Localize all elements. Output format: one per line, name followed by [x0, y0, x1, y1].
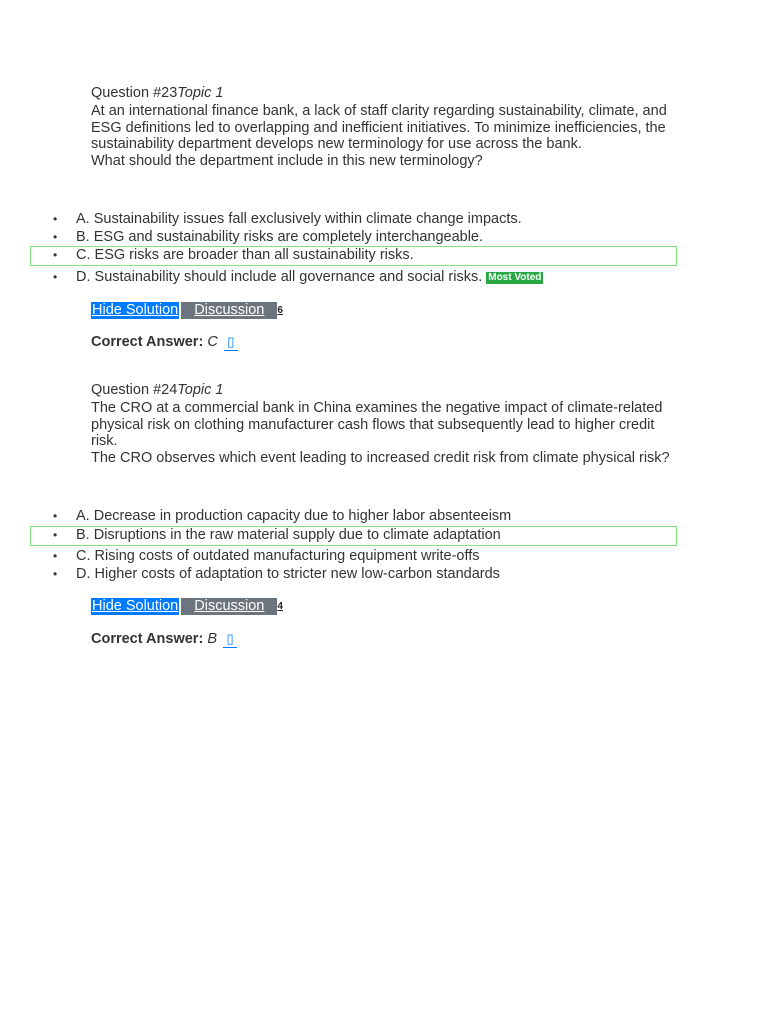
choice-text: A. Decrease in production capacity due to higher labor absenteeism [76, 508, 512, 524]
choice-c[interactable] [30, 246, 677, 266]
question-header [91, 382, 223, 399]
bullet-icon: • [53, 230, 58, 244]
choice-text: A. Sustainability issues fall exclusively within climate change impacts. [76, 211, 522, 227]
correct-answer [91, 630, 237, 648]
question-number: Question #24 [91, 382, 178, 398]
question-text: The CRO at a commercial bank in China examines the negative impact of climate-related physical risk on clothing manufacturer cash flows that subsequently lead to higher credit risk. [91, 400, 663, 450]
choice-a[interactable] [30, 507, 677, 527]
choice-b[interactable] [30, 228, 677, 248]
choice-text: B. Disruptions in the raw material supply due to climate adaptation [76, 527, 501, 543]
bullet-icon: • [53, 212, 58, 226]
question-body [91, 400, 681, 466]
choice-text: D. Higher costs of adaptation to stricter new low-carbon standards [76, 566, 500, 582]
choice-text: D. Sustainability should include all governance and social risks. [76, 269, 483, 285]
choice-text: C. ESG risks are broader than all sustainability risks. [76, 247, 414, 263]
bullet-icon: • [53, 528, 58, 542]
question-topic: Topic 1 [177, 85, 224, 101]
reveal-icon[interactable]: ▯ [224, 334, 238, 351]
bullet-icon: • [53, 248, 58, 262]
question-header [91, 85, 223, 102]
question-prompt: The CRO observes which event leading to increased credit risk from climate physical risk? [91, 449, 670, 466]
bullet-icon: • [53, 567, 58, 581]
choice-a[interactable] [30, 210, 677, 230]
discussion-button[interactable]: Discussion [181, 302, 277, 319]
most-voted-badge: Most Voted [488, 272, 542, 283]
correct-answer [91, 333, 238, 351]
hide-solution-button[interactable]: Hide Solution [92, 302, 179, 318]
correct-answer-value: B [207, 631, 217, 647]
choice-text: C. Rising costs of outdated manufacturing equipment write-offs [76, 548, 480, 564]
question-topic: Topic 1 [177, 382, 224, 398]
choice-b[interactable] [30, 526, 677, 546]
choice-d[interactable] [30, 565, 677, 585]
hide-solution-button[interactable]: Hide Solution [92, 598, 179, 614]
question-body [91, 103, 681, 169]
solution-buttons [91, 302, 283, 320]
discussion-count[interactable]: 4 [277, 601, 283, 612]
question-number: Question #23 [91, 85, 178, 101]
reveal-icon[interactable]: ▯ [223, 631, 237, 648]
choice-text-wrap [76, 268, 543, 286]
correct-answer-label: Correct Answer: [91, 631, 204, 647]
question-prompt: What should the department include in this new terminology? [91, 152, 483, 169]
choice-c[interactable] [30, 547, 677, 567]
bullet-icon: • [53, 549, 58, 563]
solution-buttons [91, 598, 283, 616]
discussion-count[interactable]: 6 [277, 305, 283, 316]
choice-d[interactable] [30, 268, 677, 288]
bullet-icon: • [53, 509, 58, 523]
choice-text: B. ESG and sustainability risks are completely interchangeable. [76, 229, 484, 245]
correct-answer-value: C [207, 334, 218, 350]
bullet-icon: • [53, 270, 58, 284]
discussion-button[interactable]: Discussion [181, 598, 277, 615]
question-text: At an international finance bank, a lack of staff clarity regarding sustainability, climate, and ESG definitions led to overlapping and inefficient initiatives. To minimize inefficiencies, the sustainability department develops new terminology for use across the bank. [91, 103, 667, 153]
correct-answer-label: Correct Answer: [91, 334, 204, 350]
